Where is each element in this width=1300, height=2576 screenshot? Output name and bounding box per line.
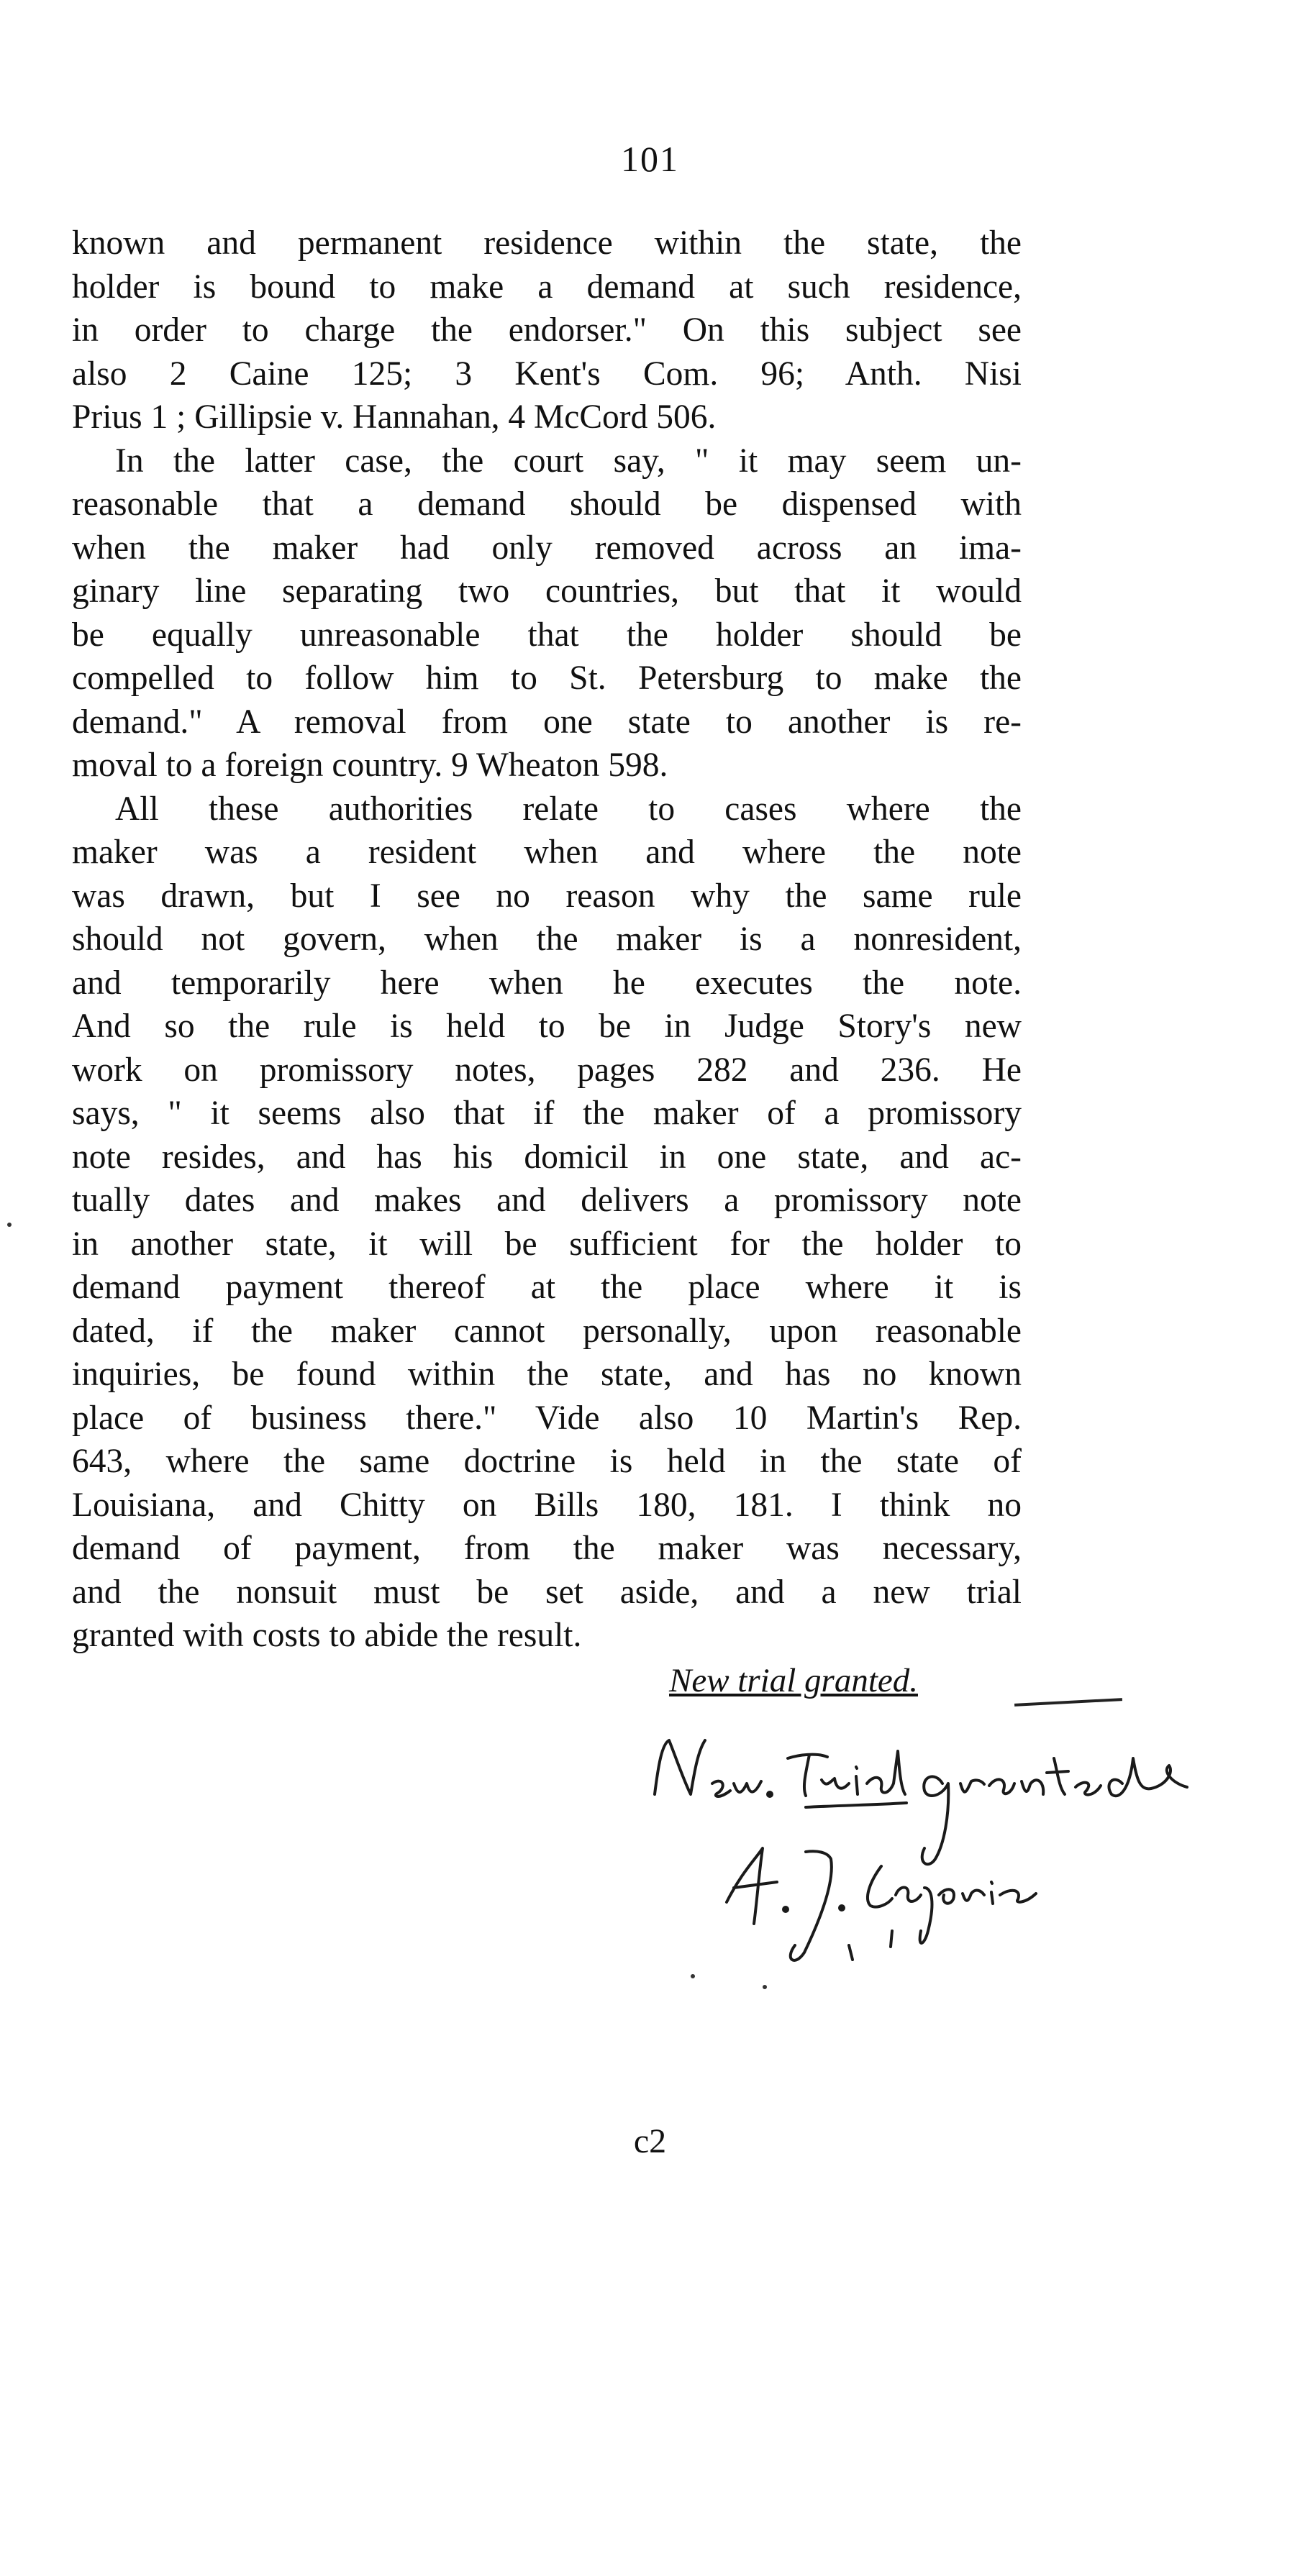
- text-line: known and permanent residence within the state, the: [72, 224, 1022, 262]
- text-line: ginary line separating two countries, but that it would: [72, 572, 1022, 610]
- text-line: note resides, and has his domicil in one state, and ac-: [72, 1138, 1022, 1176]
- text-line: And so the rule is held to be in Judge Story's new: [72, 1008, 1022, 1045]
- text-line: inquiries, be found within the state, and has no known: [72, 1356, 1022, 1393]
- text-line: work on promissory notes, pages 282 and 236. He: [72, 1051, 1022, 1089]
- text-line: and temporarily here when he executes the note.: [72, 964, 1022, 1002]
- text-line: be equally unreasonable that the holder should be: [72, 616, 1022, 654]
- text-line: Louisiana, and Chitty on Bills 180, 181. I think no: [72, 1486, 1022, 1524]
- text-line: also 2 Caine 125; 3 Kent's Com. 96; Anth. Nisi: [72, 355, 1022, 393]
- text-line: in order to charge the endorser." On this subject see: [72, 311, 1022, 349]
- text-line: says, " it seems also that if the maker of a promissory: [72, 1095, 1022, 1132]
- text-line: maker was a resident when and where the note: [72, 833, 1022, 871]
- text-line: In the latter case, the court say, " it may seem un-: [115, 442, 1022, 480]
- page-number: 101: [621, 139, 679, 179]
- closing-disposition: New trial granted.: [669, 1662, 918, 1699]
- text-line: should not govern, when the maker is a nonresident,: [72, 921, 1022, 958]
- text-line: holder is bound to make a demand at such residence,: [72, 268, 1022, 306]
- ink-speck: [763, 1985, 767, 1989]
- text-line: in another state, it will be sufficient for the holder to: [72, 1225, 1022, 1263]
- text-line: reasonable that a demand should be dispensed with: [72, 485, 1022, 523]
- text-line: tually dates and makes and delivers a promissory note: [72, 1182, 1022, 1219]
- text-line: demand." A removal from one state to another is re-: [72, 703, 1022, 741]
- ink-speck: [7, 1223, 12, 1227]
- text-line: place of business there." Vide also 10 Martin's Rep.: [72, 1399, 1022, 1437]
- signature-mark: c2: [633, 2122, 667, 2160]
- ink-speck: [691, 1974, 695, 1978]
- handwritten-signature: [633, 1715, 1209, 1974]
- underline-flourish: [1014, 1698, 1122, 1707]
- text-line: when the maker had only removed across an ima-: [72, 529, 1022, 567]
- opinion-text: [72, 221, 1022, 1658]
- text-line: demand payment thereof at the place where it is: [72, 1269, 1022, 1306]
- text-line: was drawn, but I see no reason why the same rule: [72, 877, 1022, 915]
- text-line: All these authorities relate to cases where the: [115, 790, 1022, 828]
- text-line: and the nonsuit must be set aside, and a new trial: [72, 1573, 1022, 1611]
- text-line: dated, if the maker cannot personally, upon reasonable: [72, 1312, 1022, 1350]
- text-line: Prius 1 ; Gillipsie v. Hannahan, 4 McCord 506.: [72, 398, 717, 436]
- text-line: granted with costs to abide the result.: [72, 1617, 582, 1654]
- text-line: compelled to follow him to St. Petersburg to make the: [72, 659, 1022, 697]
- text-line: moval to a foreign country. 9 Wheaton 598.: [72, 746, 668, 784]
- text-line: demand of payment, from the maker was necessary,: [72, 1530, 1022, 1567]
- text-line: 643, where the same doctrine is held in the state of: [72, 1443, 1022, 1480]
